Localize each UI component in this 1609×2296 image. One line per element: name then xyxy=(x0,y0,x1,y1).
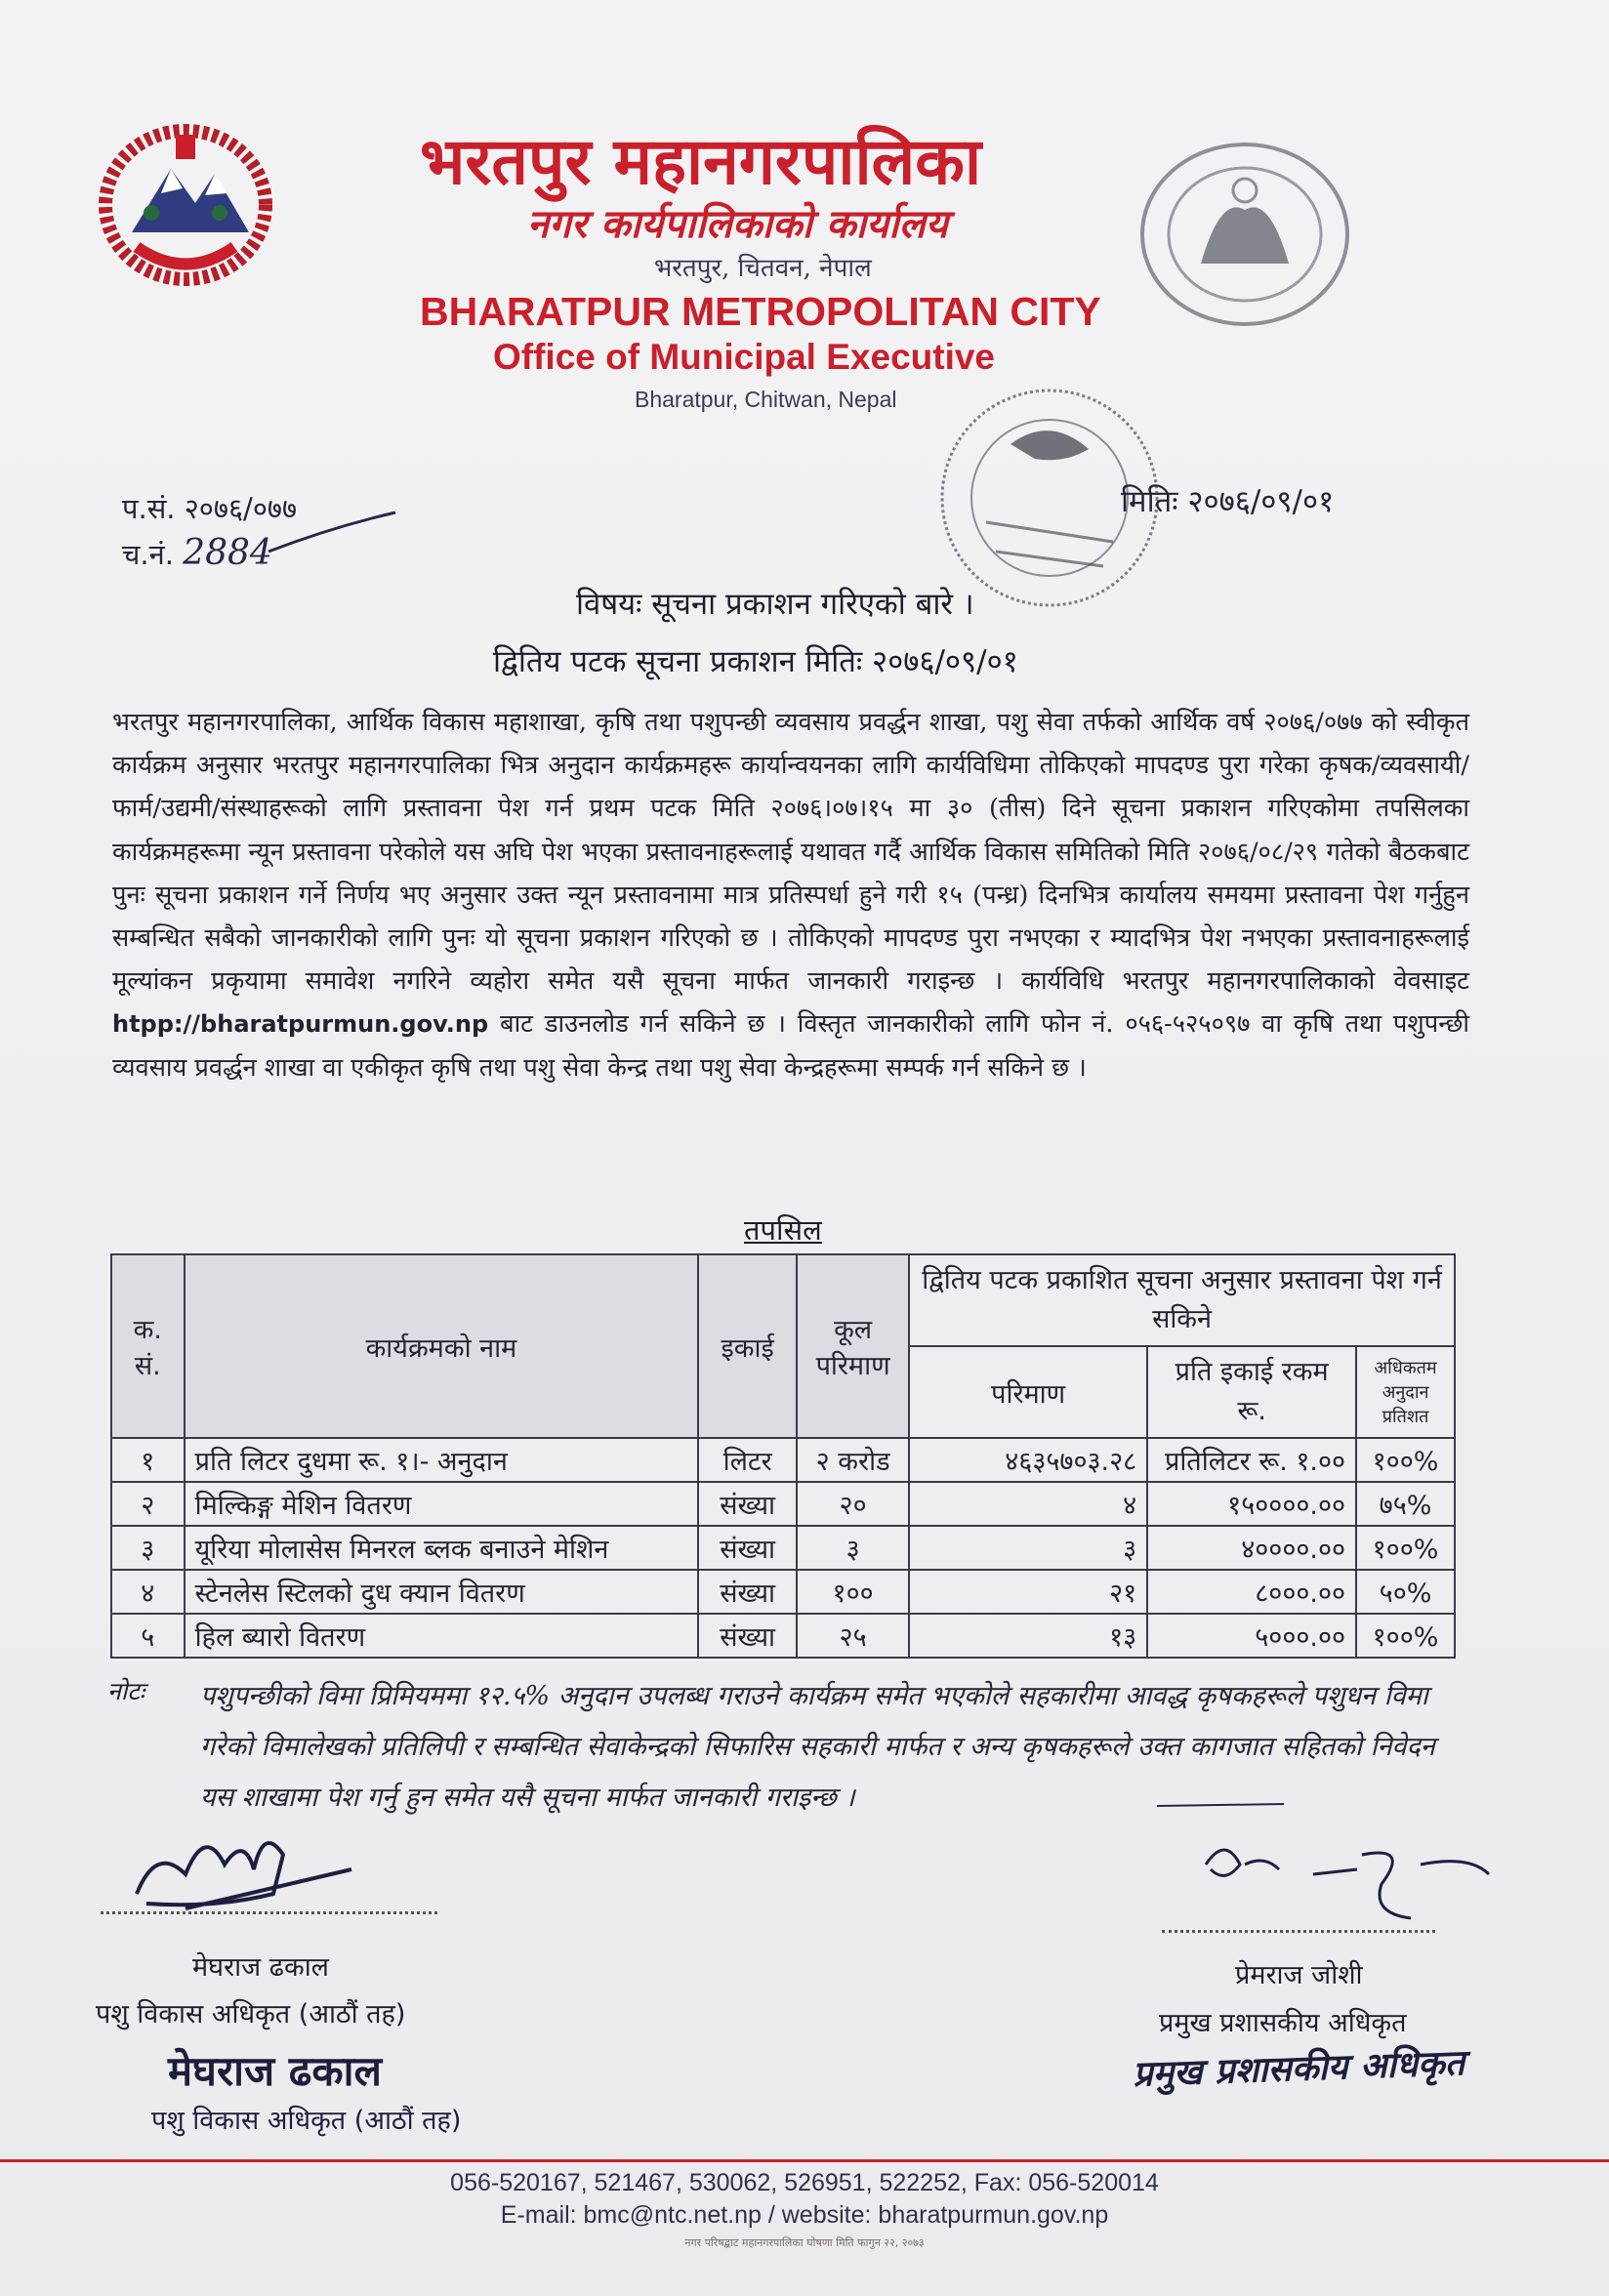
cell-max: ७५% xyxy=(1356,1482,1455,1526)
table-row xyxy=(111,1614,1455,1658)
col-header-total: कूल परिमाण xyxy=(797,1254,909,1438)
cell-sn: ३ xyxy=(111,1526,185,1570)
right-signature-line xyxy=(1162,1930,1435,1933)
cell-unit: संख्या xyxy=(698,1570,797,1614)
header-title-en: BHARATPUR METROPOLITAN CITY xyxy=(420,289,1101,334)
cell-qty: ३ xyxy=(909,1526,1147,1570)
col-header-rate: प्रति इकाई रकम रू. xyxy=(1147,1346,1356,1438)
table-caption: तपसिल xyxy=(744,1213,822,1247)
cell-max: १००% xyxy=(1356,1614,1455,1658)
header-office-np: नगर कार्यपालिकाको कार्यालय xyxy=(527,201,948,247)
table-row xyxy=(111,1438,1455,1482)
cell-sn: ५ xyxy=(111,1614,185,1658)
cell-unit: संख्या xyxy=(698,1614,797,1658)
cell-rate: ५०००.०० xyxy=(1147,1614,1356,1658)
cell-qty: २१ xyxy=(909,1570,1147,1614)
cell-total: २० xyxy=(797,1482,909,1526)
cell-name: हिल ब्यारो वितरण xyxy=(185,1614,699,1658)
left-signature-icon xyxy=(127,1816,361,1923)
cell-qty: ४ xyxy=(909,1482,1147,1526)
table-row xyxy=(111,1526,1455,1570)
cell-unit: संख्या xyxy=(698,1482,797,1526)
cell-name: प्रति लिटर दुधमा रू. १।- अनुदान xyxy=(185,1438,699,1482)
letter-number: प.सं. २०७६/०७७ xyxy=(122,492,298,525)
metropolitan-seal-icon xyxy=(1133,137,1357,332)
header-address-en: Bharatpur, Chitwan, Nepal xyxy=(635,387,897,412)
cell-max: १००% xyxy=(1356,1526,1455,1570)
cell-sn: ४ xyxy=(111,1570,185,1614)
left-name-stamp: मेघराज ढकाल xyxy=(168,2047,383,2095)
cell-max: ५०% xyxy=(1356,1570,1455,1614)
programs-table-body xyxy=(111,1438,1455,1658)
table-row xyxy=(111,1482,1455,1526)
body-text-1: भरतपुर महानगरपालिका, आर्थिक विकास महाशाखा, कृषि तथा पशुपन्छी व्यवसाय प्रवर्द्धन शाखा, पशु सेवा तर्फको आर्थिक वर्ष २०७६/०७७ को स्वीकृत कार्यक्रम अनुसार भरतपुर महानगरपालिका भित्र अनुदान कार्यक्रमहरू कार्यान्वयनका लागि कार्यविधिमा तोकिएको मापदण्ड पुरा गरेका कृषक/व्यवसायी/फार्म/उद्यमी/संस्थाहरूको लागि प्रस्तावना पेश गर्न प्रथम पटक मिति २०७६।०७।१५ मा ३० (तीस) दिने सूचना प्रकाशन गरिएकोमा तपसिलका कार्यक्रमहरूमा न्यून प्रस्तावना परेकोले यस अघि पेश भएका प्रस्तावनाहरूलाई यथावत गर्दै आर्थिक विकास समितिको मिति २०७६/०८/२९ गतेको बैठकबाट पुनः सूचना प्रकाशन गर्ने निर्णय भए अनुसार उक्त न्यून प्रस्तावनामा मात्र प्रतिस्पर्धा हुने गरी १५ (पन्ध्र) दिनभित्र कार्यालय समयमा प्रस्तावना पेश गर्नुहुन सम्बन्धित सबैको जानकारीको लागि पुनः यो सूचना प्रकाशन गरिएको छ । तोकिएको मापदण्ड पुरा नभएका र म्यादभित्र पेश नभएका प्रस्तावनाहरूलाई मूल्यांकन प्रकृयामा समावेश नगरिने व्यहोरा समेत यसै सूचना मार्फत जानकारी गराइन्छ । कार्यविधि भरतपुर महानगरपालिकाको वेवसाइट xyxy=(112,708,1469,997)
right-signatory-post: प्रमुख प्रशासकीय अधिकृत xyxy=(1159,2008,1407,2038)
second-publication-date: द्वितिय पटक सूचना प्रकाशन मितिः २०७६/०९/०१ xyxy=(493,644,1018,679)
cell-rate: १५००००.०० xyxy=(1147,1482,1356,1526)
note-label: नोटः xyxy=(107,1677,145,1705)
nepal-emblem-icon xyxy=(93,115,278,291)
cell-total: १०० xyxy=(797,1570,909,1614)
cell-sn: २ xyxy=(111,1482,185,1526)
col-header-qty: परिमाण xyxy=(909,1346,1147,1438)
col-header-sn: क. सं. xyxy=(111,1254,185,1438)
handwritten-stroke-icon xyxy=(264,508,400,556)
cell-max: १००% xyxy=(1356,1438,1455,1482)
cell-total: २५ xyxy=(797,1614,909,1658)
cell-rate: प्रतिलिटर रू. १.०० xyxy=(1147,1438,1356,1482)
dispatch-label: च.नं. xyxy=(122,538,174,571)
header-address-np: भरतपुर, चितवन, नेपाल xyxy=(654,254,872,283)
cell-rate: ८०००.०० xyxy=(1147,1570,1356,1614)
note-text: पशुपन्छीको विमा प्रिमियममा १२.५% अनुदान उपलब्ध गराउने कार्यक्रम समेत भएकोले सहकारीमा आवद्ध कृषकहरूले पशुधन विमा गरेको विमालेखको प्रतिलिपी र सम्बन्धित सेवाकेन्द्रको सिफारिस सहकारी मार्फत र अन्य कृषकहरूले उक्त कागजात सहितको निवेदन यस शाखामा पेश गर्नु हुन समेत यसै सूचना मार्फत जानकारी गराइन्छ । xyxy=(200,1681,1435,1813)
header-office-en: Office of Municipal Executive xyxy=(493,337,996,377)
cell-name: स्टेनलेस स्टिलको दुध क्यान वितरण xyxy=(185,1570,699,1614)
cell-total: ३ xyxy=(797,1526,909,1570)
cell-unit: लिटर xyxy=(698,1438,797,1482)
cell-total: २ करोड xyxy=(797,1438,909,1482)
cell-rate: ४००००.०० xyxy=(1147,1526,1356,1570)
right-post-stamp: प्रमुख प्रशासकीय अधिकृत xyxy=(1132,2043,1465,2095)
right-signatory-name: प्रेमराज जोशी xyxy=(1235,1960,1363,1990)
cell-qty: ४६३५७०३.२८ xyxy=(909,1438,1147,1482)
footer-contact: E-mail: bmc@ntc.net.np / website: bharatpurmun.gov.np xyxy=(500,2201,1109,2229)
table-row xyxy=(111,1570,1455,1614)
footer-divider xyxy=(0,2159,1609,2162)
col-header-name: कार्यक्रमको नाम xyxy=(185,1254,699,1438)
left-signatory-post: पशु विकास अधिकृत (आठौं तह) xyxy=(96,1999,406,2030)
left-post-stamp: पशु विकास अधिकृत (आठौं तह) xyxy=(151,2106,462,2136)
underline-stroke-icon xyxy=(1152,1801,1289,1811)
header-title-np: भरतपुर महानगरपालिका xyxy=(420,123,982,199)
subject-line: विषयः सूचना प्रकाशन गरिएको बारे । xyxy=(576,587,974,622)
notice-body xyxy=(112,701,1469,1089)
cell-name: मिल्किङ्ग मेशिन वितरण xyxy=(185,1482,699,1526)
col-header-group: द्वितिय पटक प्रकाशित सूचना अनुसार प्रस्तावना पेश गर्न सकिने xyxy=(909,1254,1455,1346)
right-signature-icon xyxy=(1186,1825,1499,1923)
col-header-max: अधिकतम अनुदान प्रतिशत xyxy=(1356,1346,1455,1438)
footer-phones: 056-520167, 521467, 530062, 526951, 522252, Fax: 056-520014 xyxy=(450,2169,1159,2196)
footer-declaration: नगर परिषद्बाट महानगरपालिका घोषणा मिति फागुन २२, २०७३ xyxy=(684,2236,925,2249)
left-signatory-name: मेघराज ढकाल xyxy=(192,1952,329,1983)
dispatch-number: 2884 xyxy=(183,533,272,573)
website-link[interactable]: htpp://bharatpurmun.gov.np xyxy=(112,1010,489,1039)
cell-name: यूरिया मोलासेस मिनरल ब्लक बनाउने मेशिन xyxy=(185,1526,699,1570)
cell-unit: संख्या xyxy=(698,1526,797,1570)
programs-table xyxy=(110,1253,1456,1659)
cell-qty: १३ xyxy=(909,1614,1147,1658)
body-text-2: बाट डाउनलोड गर्न सकिने छ । विस्तृत जानकारीको लागि फोन नं. ०५६-५२५०९७ वा कृषि तथा पशुपन्छी व्यवसाय प्रवर्द्धन शाखा वा एकीकृत कृषि तथा पशु सेवा केन्द्र तथा पशु सेवा केन्द्रहरूमा सम्पर्क गर्न सकिने छ । xyxy=(112,1009,1469,1083)
col-header-unit: इकाई xyxy=(698,1254,797,1438)
letter-date: मितिः २०७६/०९/०१ xyxy=(1121,484,1335,519)
cell-sn: १ xyxy=(111,1438,185,1482)
left-signature-line xyxy=(101,1911,437,1914)
